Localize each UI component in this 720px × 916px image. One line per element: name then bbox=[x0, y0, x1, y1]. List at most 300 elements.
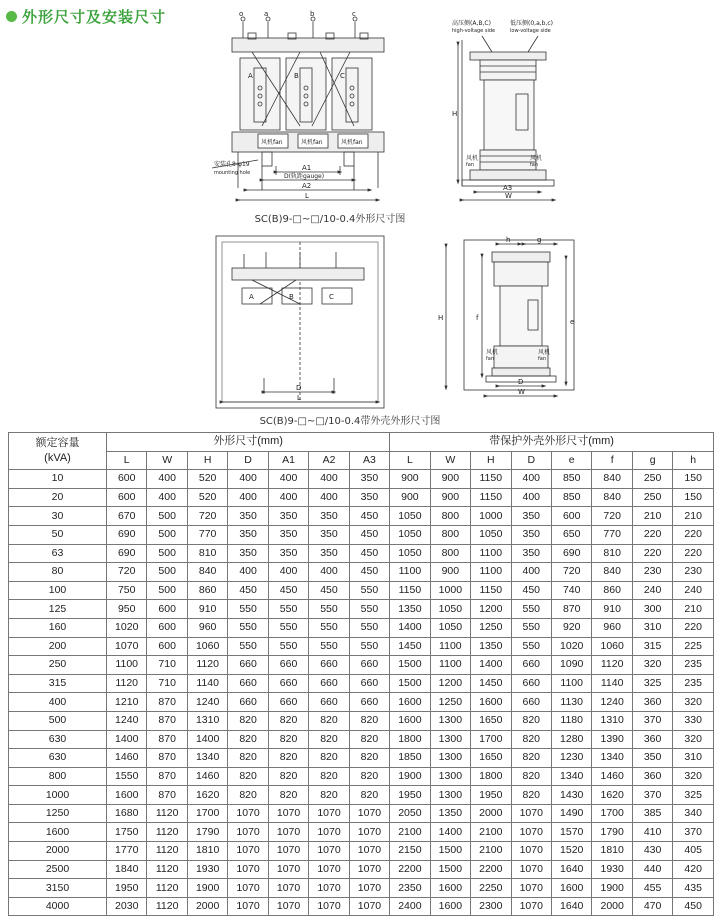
dimension-cell: 660 bbox=[268, 693, 308, 712]
capacity-cell: 400 bbox=[9, 693, 107, 712]
dimension-cell: 1250 bbox=[430, 693, 470, 712]
dimension-cell: 1120 bbox=[187, 656, 227, 675]
dimension-cell: 1070 bbox=[228, 842, 268, 861]
dimension-cell: 2100 bbox=[471, 842, 511, 861]
dimension-cell: 1230 bbox=[551, 749, 591, 768]
dimension-cell: 1070 bbox=[268, 879, 308, 898]
dim-label-l: L bbox=[297, 394, 301, 402]
dimension-cell: 1650 bbox=[471, 749, 511, 768]
dimension-cell: 550 bbox=[511, 637, 551, 656]
dimension-cell: 850 bbox=[551, 488, 591, 507]
dimension-cell: 1120 bbox=[147, 804, 187, 823]
capacity-header-text: 额定容量 bbox=[35, 437, 80, 450]
dimension-cell: 400 bbox=[511, 563, 551, 582]
dimension-cell: 550 bbox=[349, 618, 389, 637]
dimension-cell: 1640 bbox=[551, 860, 591, 879]
dimension-cell: 1770 bbox=[107, 842, 147, 861]
dimension-cell: 550 bbox=[228, 637, 268, 656]
dimension-cell: 1400 bbox=[430, 823, 470, 842]
dimension-cell: 1950 bbox=[390, 786, 430, 805]
capacity-cell: 4000 bbox=[9, 897, 107, 916]
fan-label-en: fan bbox=[530, 162, 538, 168]
dimension-cell: 910 bbox=[187, 600, 227, 619]
column-header: L bbox=[390, 451, 430, 470]
dimension-cell: 1150 bbox=[471, 488, 511, 507]
dimension-cell: 670 bbox=[107, 507, 147, 526]
dimension-cell: 870 bbox=[147, 730, 187, 749]
table-row bbox=[9, 749, 714, 768]
dimension-cell: 1150 bbox=[471, 470, 511, 489]
dimension-cell: 1390 bbox=[592, 730, 632, 749]
dimension-cell: 1300 bbox=[430, 730, 470, 749]
dim-label-d: D(轨距gauge) bbox=[284, 173, 325, 180]
side-view-drawing bbox=[458, 36, 554, 200]
dimension-cell: 370 bbox=[632, 786, 672, 805]
dim-label-a3: A3 bbox=[503, 184, 513, 192]
dimension-cell: 950 bbox=[107, 600, 147, 619]
dimension-cell: 1930 bbox=[592, 860, 632, 879]
mounting-hole-label: 安装孔8-φ19 bbox=[214, 161, 250, 168]
dimension-cell: 660 bbox=[268, 656, 308, 675]
dimension-cell: 660 bbox=[511, 656, 551, 675]
dimension-cell: 820 bbox=[511, 786, 551, 805]
dimension-cell: 1490 bbox=[551, 804, 591, 823]
section-title: 外形尺寸及安装尺寸 bbox=[22, 8, 167, 26]
dimension-cell: 1750 bbox=[107, 823, 147, 842]
dimension-cell: 1070 bbox=[309, 804, 349, 823]
dimension-cell: 750 bbox=[107, 581, 147, 600]
dimension-cell: 1520 bbox=[551, 842, 591, 861]
column-header: D bbox=[511, 451, 551, 470]
dimension-cell: 2150 bbox=[390, 842, 430, 861]
dimension-cell: 550 bbox=[268, 618, 308, 637]
dimension-cell: 870 bbox=[147, 786, 187, 805]
dimension-cell: 600 bbox=[147, 618, 187, 637]
dim-label-l: L bbox=[305, 192, 309, 200]
table-row bbox=[9, 767, 714, 786]
dimension-cell: 450 bbox=[349, 525, 389, 544]
table-row bbox=[9, 600, 714, 619]
table-row bbox=[9, 563, 714, 582]
dimension-cell: 660 bbox=[349, 656, 389, 675]
dimension-cell: 660 bbox=[349, 674, 389, 693]
fan-label: 风机fan bbox=[301, 139, 323, 146]
dimension-cell: 1070 bbox=[511, 897, 551, 916]
dimension-cell: 210 bbox=[632, 507, 672, 526]
dimension-cell: 1150 bbox=[390, 581, 430, 600]
dimension-cell: 550 bbox=[349, 637, 389, 656]
fan-label: 风机 bbox=[530, 155, 543, 162]
table-row bbox=[9, 897, 714, 916]
dimension-cell: 1070 bbox=[349, 897, 389, 916]
capacity-cell: 630 bbox=[9, 730, 107, 749]
phase-label: B bbox=[294, 72, 299, 80]
dimension-cell: 820 bbox=[309, 786, 349, 805]
table-row bbox=[9, 711, 714, 730]
dimension-cell: 1460 bbox=[592, 767, 632, 786]
dimension-cell: 320 bbox=[673, 730, 714, 749]
dimension-cell: 1120 bbox=[147, 860, 187, 879]
dimension-cell: 820 bbox=[349, 730, 389, 749]
dimension-cell: 1570 bbox=[551, 823, 591, 842]
dimension-cell: 820 bbox=[309, 749, 349, 768]
dimension-cell: 1450 bbox=[390, 637, 430, 656]
enclosure-front-drawing bbox=[216, 236, 384, 408]
dimension-cell: 1400 bbox=[390, 618, 430, 637]
dimension-cell: 1070 bbox=[309, 823, 349, 842]
dimension-cell: 1930 bbox=[187, 860, 227, 879]
table-row bbox=[9, 470, 714, 489]
dimension-cell: 1650 bbox=[471, 711, 511, 730]
dimension-cell: 1050 bbox=[430, 618, 470, 637]
dimension-cell: 1100 bbox=[471, 544, 511, 563]
dimension-cell: 1050 bbox=[390, 507, 430, 526]
dimension-cell: 1070 bbox=[228, 804, 268, 823]
dimension-cell: 810 bbox=[592, 544, 632, 563]
dimension-cell: 360 bbox=[632, 693, 672, 712]
dimension-cell: 820 bbox=[268, 730, 308, 749]
dimension-cell: 450 bbox=[349, 507, 389, 526]
dimension-cell: 1460 bbox=[187, 767, 227, 786]
dimension-cell: 1100 bbox=[551, 674, 591, 693]
dimension-cell: 1900 bbox=[592, 879, 632, 898]
column-header: h bbox=[673, 451, 714, 470]
dimension-cell: 150 bbox=[673, 488, 714, 507]
dimension-cell: 450 bbox=[268, 581, 308, 600]
dimension-cell: 320 bbox=[632, 656, 672, 675]
dimension-cell: 350 bbox=[511, 507, 551, 526]
dimension-cell: 1840 bbox=[107, 860, 147, 879]
diagram1-caption: SC(B)9-□~□/10-0.4外形尺寸图 bbox=[254, 214, 406, 225]
dimension-cell: 320 bbox=[673, 693, 714, 712]
table-row bbox=[9, 860, 714, 879]
dim-label-a2: A2 bbox=[302, 182, 312, 190]
table-row bbox=[9, 637, 714, 656]
dimension-cell: 1070 bbox=[511, 842, 551, 861]
terminal-label: c bbox=[352, 10, 356, 18]
dimension-cell: 435 bbox=[673, 879, 714, 898]
dimension-cell: 820 bbox=[349, 711, 389, 730]
dimension-cell: 710 bbox=[147, 656, 187, 675]
table-row bbox=[9, 879, 714, 898]
dim-label-h: H bbox=[438, 314, 444, 322]
column-header: A2 bbox=[309, 451, 349, 470]
dimension-cell: 400 bbox=[511, 488, 551, 507]
diagram3-caption: SC(B)9-□~□/10-0.4带外壳外形尺寸图 bbox=[259, 416, 441, 427]
dimension-cell: 1250 bbox=[471, 618, 511, 637]
dim-label-e: e bbox=[570, 318, 575, 326]
fan-label: 风机 bbox=[466, 155, 479, 162]
dimension-cell: 1460 bbox=[107, 749, 147, 768]
dimension-cell: 1070 bbox=[268, 860, 308, 879]
capacity-cell: 1600 bbox=[9, 823, 107, 842]
dimension-cell: 1070 bbox=[511, 860, 551, 879]
table-row bbox=[9, 786, 714, 805]
dimension-cell: 400 bbox=[268, 488, 308, 507]
dimension-cell: 1050 bbox=[471, 525, 511, 544]
enclosure-front-labels bbox=[249, 293, 334, 402]
dimension-cell: 690 bbox=[107, 544, 147, 563]
dimension-cell: 1070 bbox=[349, 823, 389, 842]
dimension-cell: 1400 bbox=[187, 730, 227, 749]
dimension-cell: 400 bbox=[147, 488, 187, 507]
dimension-cell: 1070 bbox=[309, 897, 349, 916]
dimension-cell: 450 bbox=[349, 563, 389, 582]
dimension-cell: 300 bbox=[632, 600, 672, 619]
dimension-cell: 740 bbox=[551, 581, 591, 600]
dimension-cell: 400 bbox=[268, 563, 308, 582]
dimension-cell: 870 bbox=[147, 767, 187, 786]
dimension-cell: 250 bbox=[632, 488, 672, 507]
dimension-cell: 370 bbox=[632, 711, 672, 730]
column-header: A1 bbox=[268, 451, 308, 470]
dim-label-h-small: h bbox=[506, 236, 511, 244]
dimension-cell: 550 bbox=[511, 618, 551, 637]
dimension-cell: 350 bbox=[228, 525, 268, 544]
dimension-cell: 2000 bbox=[592, 897, 632, 916]
capacity-cell: 315 bbox=[9, 674, 107, 693]
dimension-cell: 820 bbox=[268, 749, 308, 768]
dimension-cell: 1600 bbox=[390, 711, 430, 730]
dimension-cell: 350 bbox=[511, 525, 551, 544]
dimension-cell: 1070 bbox=[349, 879, 389, 898]
dimension-cell: 1430 bbox=[551, 786, 591, 805]
dimension-cell: 820 bbox=[349, 767, 389, 786]
dimension-cell: 1130 bbox=[551, 693, 591, 712]
dimension-cell: 450 bbox=[349, 544, 389, 563]
table-row bbox=[9, 823, 714, 842]
dimension-cell: 230 bbox=[673, 563, 714, 582]
dimension-cell: 1070 bbox=[309, 879, 349, 898]
dimension-cell: 660 bbox=[309, 674, 349, 693]
dimension-cell: 500 bbox=[147, 525, 187, 544]
dimension-cell: 600 bbox=[107, 488, 147, 507]
table-row bbox=[9, 656, 714, 675]
dimension-cell: 2030 bbox=[107, 897, 147, 916]
fan-label-en: fan bbox=[466, 162, 474, 168]
column-header: e bbox=[551, 451, 591, 470]
fan-label: 风机 bbox=[486, 349, 499, 356]
capacity-cell: 80 bbox=[9, 563, 107, 582]
dimension-cell: 1400 bbox=[471, 656, 511, 675]
dimension-cell: 350 bbox=[349, 470, 389, 489]
dimension-cell: 400 bbox=[147, 470, 187, 489]
dimension-cell: 1070 bbox=[511, 823, 551, 842]
dimension-cell: 520 bbox=[187, 488, 227, 507]
dimension-cell: 2050 bbox=[390, 804, 430, 823]
fan-label-en: fan bbox=[486, 356, 494, 362]
dimension-cell: 1180 bbox=[551, 711, 591, 730]
dimension-cell: 870 bbox=[551, 600, 591, 619]
dim-label-w: W bbox=[518, 388, 525, 396]
terminal-label: o bbox=[239, 10, 244, 18]
dimension-cell: 1810 bbox=[187, 842, 227, 861]
dimension-cell: 220 bbox=[673, 525, 714, 544]
table-row bbox=[9, 693, 714, 712]
dimension-cell: 800 bbox=[430, 544, 470, 563]
dimension-cell: 210 bbox=[673, 507, 714, 526]
dimension-cell: 1120 bbox=[107, 674, 147, 693]
dimension-cell: 240 bbox=[673, 581, 714, 600]
dimension-cell: 235 bbox=[673, 656, 714, 675]
dimension-cell: 220 bbox=[632, 525, 672, 544]
dimension-cell: 820 bbox=[228, 786, 268, 805]
dimension-cell: 1340 bbox=[187, 749, 227, 768]
dimension-cell: 1070 bbox=[309, 842, 349, 861]
dimension-cell: 820 bbox=[268, 786, 308, 805]
dimension-cell: 770 bbox=[187, 525, 227, 544]
capacity-cell: 100 bbox=[9, 581, 107, 600]
dimension-cell: 690 bbox=[107, 525, 147, 544]
dimension-cell: 310 bbox=[673, 749, 714, 768]
dimension-cell: 660 bbox=[511, 674, 551, 693]
column-header: W bbox=[430, 451, 470, 470]
dim-label-f: f bbox=[476, 314, 479, 322]
fan-label: 风机fan bbox=[261, 139, 283, 146]
capacity-cell: 63 bbox=[9, 544, 107, 563]
dimension-cell: 660 bbox=[511, 693, 551, 712]
column-header: g bbox=[632, 451, 672, 470]
dimension-cell: 400 bbox=[268, 470, 308, 489]
dimension-cell: 2100 bbox=[471, 823, 511, 842]
dimension-cell: 600 bbox=[107, 470, 147, 489]
table-column-header-row bbox=[9, 451, 714, 470]
dimension-cell: 340 bbox=[673, 804, 714, 823]
dimension-cell: 660 bbox=[309, 693, 349, 712]
dimension-cell: 660 bbox=[228, 674, 268, 693]
dimension-cell: 350 bbox=[268, 544, 308, 563]
dimension-cell: 600 bbox=[551, 507, 591, 526]
dimension-cell: 820 bbox=[309, 730, 349, 749]
dim-label-w: W bbox=[505, 192, 512, 200]
capacity-cell: 10 bbox=[9, 470, 107, 489]
dimension-cell: 1600 bbox=[390, 693, 430, 712]
dimension-cell: 1070 bbox=[309, 860, 349, 879]
capacity-cell: 20 bbox=[9, 488, 107, 507]
dimension-cell: 1600 bbox=[471, 693, 511, 712]
dimension-cell: 820 bbox=[228, 749, 268, 768]
dimension-cell: 900 bbox=[430, 488, 470, 507]
dimension-cell: 400 bbox=[511, 470, 551, 489]
dimension-cell: 500 bbox=[147, 563, 187, 582]
table-row bbox=[9, 507, 714, 526]
dimension-cell: 1050 bbox=[390, 525, 430, 544]
dimension-cell: 1790 bbox=[592, 823, 632, 842]
dimension-cell: 820 bbox=[228, 767, 268, 786]
capacity-cell: 3150 bbox=[9, 879, 107, 898]
capacity-cell: 30 bbox=[9, 507, 107, 526]
dimension-cell: 2200 bbox=[390, 860, 430, 879]
dimension-cell: 1020 bbox=[107, 618, 147, 637]
dimension-cell: 840 bbox=[592, 488, 632, 507]
dimension-cell: 1810 bbox=[592, 842, 632, 861]
column-header: D bbox=[228, 451, 268, 470]
dimension-cell: 1600 bbox=[430, 897, 470, 916]
dimension-cell: 550 bbox=[228, 618, 268, 637]
dimension-cell: 1450 bbox=[471, 674, 511, 693]
dimension-cell: 550 bbox=[228, 600, 268, 619]
dimension-cell: 1300 bbox=[430, 711, 470, 730]
dimension-cell: 550 bbox=[309, 637, 349, 656]
dimension-cell: 820 bbox=[268, 767, 308, 786]
dimension-cell: 2300 bbox=[471, 897, 511, 916]
dimension-cell: 820 bbox=[349, 749, 389, 768]
dimension-cell: 1070 bbox=[268, 804, 308, 823]
capacity-cell: 500 bbox=[9, 711, 107, 730]
dimension-cell: 1090 bbox=[551, 656, 591, 675]
dimension-cell: 650 bbox=[551, 525, 591, 544]
dimension-cell: 1700 bbox=[592, 804, 632, 823]
dimension-cell: 850 bbox=[551, 470, 591, 489]
column-header: A3 bbox=[349, 451, 389, 470]
dimension-cell: 550 bbox=[268, 637, 308, 656]
table-row bbox=[9, 842, 714, 861]
dimension-cell: 210 bbox=[673, 600, 714, 619]
dimension-cell: 1020 bbox=[551, 637, 591, 656]
dimension-cell: 235 bbox=[673, 674, 714, 693]
dimension-cell: 1100 bbox=[430, 637, 470, 656]
dimension-cell: 1070 bbox=[268, 842, 308, 861]
capacity-cell: 160 bbox=[9, 618, 107, 637]
dimension-cell: 400 bbox=[228, 488, 268, 507]
dimension-cell: 1240 bbox=[187, 693, 227, 712]
dimension-cell: 860 bbox=[187, 581, 227, 600]
dimension-cell: 360 bbox=[632, 767, 672, 786]
dimension-cell: 370 bbox=[673, 823, 714, 842]
dimension-cell: 320 bbox=[673, 767, 714, 786]
dimension-cell: 1100 bbox=[471, 563, 511, 582]
dimension-cell: 1000 bbox=[471, 507, 511, 526]
dimension-cell: 1070 bbox=[349, 860, 389, 879]
dimension-cell: 1240 bbox=[592, 693, 632, 712]
dimension-cell: 470 bbox=[632, 897, 672, 916]
dimension-cell: 410 bbox=[632, 823, 672, 842]
dimension-cell: 1140 bbox=[187, 674, 227, 693]
fan-label-en: fan bbox=[538, 356, 546, 362]
dimension-cell: 820 bbox=[511, 730, 551, 749]
dimension-cell: 1240 bbox=[107, 711, 147, 730]
dimension-cell: 1340 bbox=[551, 767, 591, 786]
dimension-cell: 400 bbox=[309, 488, 349, 507]
dimension-cell: 1310 bbox=[187, 711, 227, 730]
dimension-cell: 720 bbox=[187, 507, 227, 526]
dimension-cell: 550 bbox=[349, 600, 389, 619]
dimension-cell: 820 bbox=[309, 767, 349, 786]
dimension-cell: 660 bbox=[228, 656, 268, 675]
capacity-cell: 2000 bbox=[9, 842, 107, 861]
dimension-cell: 1070 bbox=[268, 897, 308, 916]
dimension-cell: 660 bbox=[349, 693, 389, 712]
dimension-cell: 2000 bbox=[471, 804, 511, 823]
dimension-cell: 450 bbox=[511, 581, 551, 600]
dimension-cell: 660 bbox=[309, 656, 349, 675]
dimension-table bbox=[8, 432, 714, 916]
dimension-cell: 350 bbox=[268, 507, 308, 526]
dimension-cell: 900 bbox=[390, 470, 430, 489]
dimension-cell: 900 bbox=[430, 563, 470, 582]
dimension-cell: 1300 bbox=[430, 767, 470, 786]
dimension-cell: 1620 bbox=[187, 786, 227, 805]
dimension-cell: 1070 bbox=[511, 879, 551, 898]
table-row bbox=[9, 804, 714, 823]
dimension-cell: 1070 bbox=[228, 860, 268, 879]
dimension-cell: 600 bbox=[147, 600, 187, 619]
dimension-cell: 1550 bbox=[107, 767, 147, 786]
dimension-cell: 1800 bbox=[390, 730, 430, 749]
column-header: W bbox=[147, 451, 187, 470]
column-header: L bbox=[107, 451, 147, 470]
column-header: H bbox=[471, 451, 511, 470]
